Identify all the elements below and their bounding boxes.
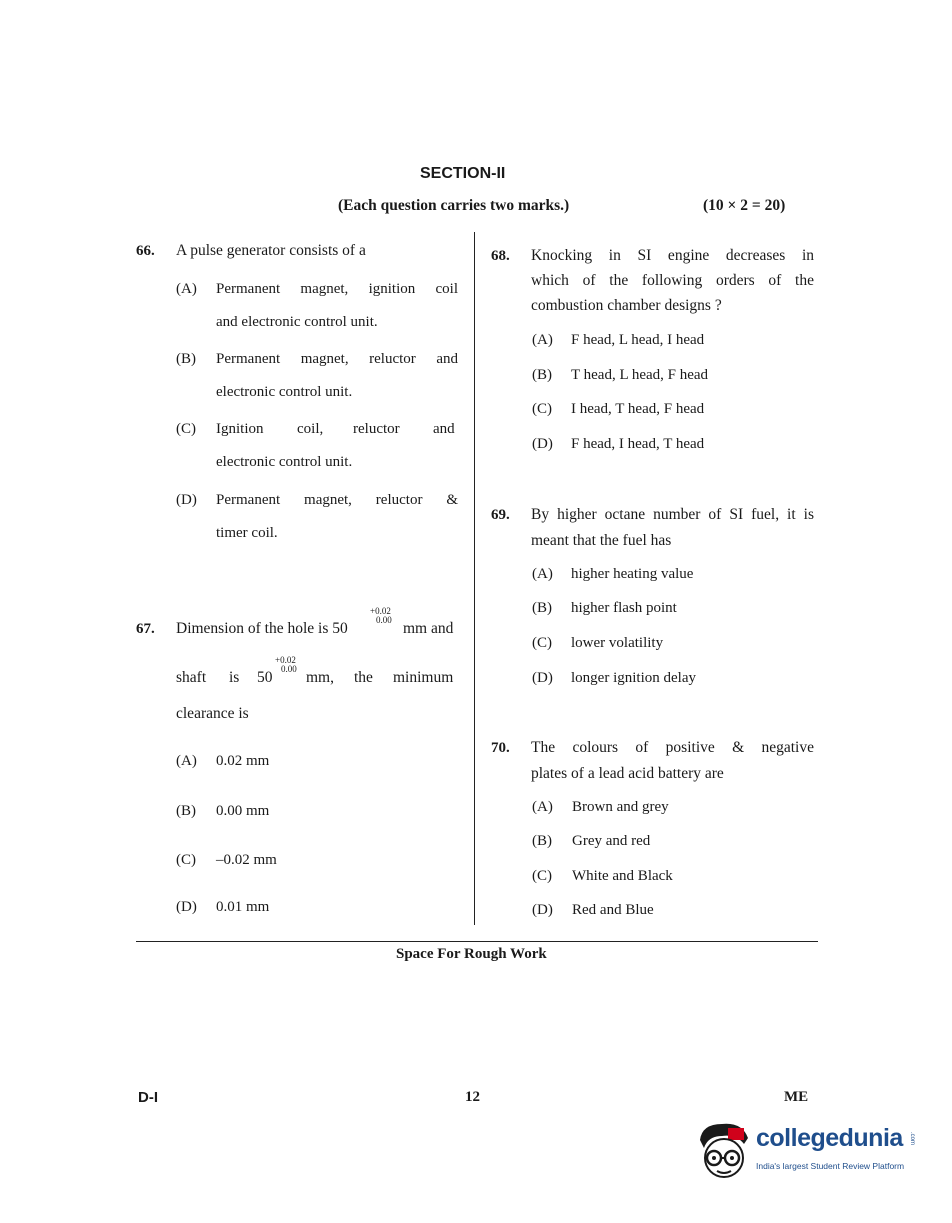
mascot-icon (692, 1118, 756, 1186)
option-text: Permanent magnet, reluctor & (216, 492, 458, 508)
question-number: 70. (491, 740, 510, 756)
section-title: SECTION-II (420, 165, 506, 182)
question-number: 66. (136, 243, 155, 259)
question-stem: meant that the fuel has (531, 532, 672, 549)
option-text: Ignition (216, 421, 264, 437)
option-text: Grey and red (572, 833, 651, 849)
brand-name: collegedunia (756, 1124, 903, 1152)
option-text: timer coil. (216, 525, 278, 541)
option-label: (A) (532, 799, 553, 815)
option-label: (A) (176, 753, 197, 769)
shaft-tolerance-upper: +0.02 (275, 655, 296, 665)
option-text: higher heating value (571, 566, 694, 582)
option-text: lower volatility (571, 635, 664, 651)
rough-work-label: Space For Rough Work (396, 946, 547, 962)
question-stem: which of the following orders of the (531, 272, 814, 289)
option-text: 0.01 mm (216, 899, 270, 915)
collegedunia-watermark (692, 1118, 922, 1188)
option-text: Red and Blue (572, 902, 654, 918)
rough-work-divider (136, 941, 818, 942)
section-marks: (10 × 2 = 20) (703, 197, 786, 214)
option-text: 0.00 mm (216, 803, 270, 819)
question-stem: plates of a lead acid battery are (531, 765, 724, 782)
option-text: electronic control unit. (216, 384, 353, 400)
paper-code-right: ME (784, 1089, 809, 1105)
paper-code-left: D-I (138, 1089, 158, 1106)
question-stem: By higher octane number of SI fuel, it is (531, 506, 814, 523)
option-text: and electronic control unit. (216, 314, 378, 330)
brand-suffix: .com (909, 1132, 915, 1146)
option-text: White and Black (572, 868, 673, 884)
option-text: and (433, 421, 455, 437)
option-label: (A) (532, 332, 553, 348)
option-text: F head, I head, T head (571, 436, 705, 452)
column-divider (474, 232, 475, 925)
option-text: Permanent magnet, ignition coil (216, 281, 458, 297)
section-instruction: (Each question carries two marks.) (338, 197, 570, 214)
shaft-tolerance-lower: 0.00 (281, 664, 297, 674)
brand-tagline: India's largest Student Review Platform (756, 1161, 905, 1171)
question-number: 69. (491, 507, 510, 523)
option-label: (D) (532, 436, 553, 452)
option-label: (C) (176, 421, 196, 437)
option-text: 0.02 mm (216, 753, 270, 769)
option-text: Brown and grey (572, 799, 669, 815)
option-label: (B) (532, 833, 552, 849)
option-label: (D) (532, 670, 553, 686)
question-stem: clearance is (176, 705, 249, 722)
option-text: F head, L head, I head (571, 332, 705, 348)
hole-tolerance-upper: +0.02 (370, 606, 391, 616)
option-text: longer ignition delay (571, 670, 696, 686)
option-text: I head, T head, F head (571, 401, 705, 417)
question-stem: minimum (393, 669, 454, 686)
option-text: Permanent magnet, reluctor and (216, 351, 458, 367)
option-label: (B) (176, 803, 196, 819)
option-label: (D) (532, 902, 553, 918)
question-stem: Knocking in SI engine decreases in (531, 247, 814, 264)
option-label: (A) (176, 281, 197, 297)
option-label: (B) (532, 367, 552, 383)
hole-tolerance-lower: 0.00 (376, 615, 392, 625)
question-stem: is (229, 669, 240, 686)
option-label: (C) (532, 401, 552, 417)
option-text: –0.02 mm (216, 852, 277, 868)
option-text: higher flash point (571, 600, 677, 616)
option-label: (C) (176, 852, 196, 868)
option-label: (C) (532, 635, 552, 651)
option-label: (B) (532, 600, 552, 616)
page-number: 12 (465, 1089, 480, 1105)
option-label: (D) (176, 492, 197, 508)
shaft-dimension: 50 (257, 669, 273, 686)
option-text: reluctor (353, 421, 400, 437)
question-number: 67. (136, 621, 155, 637)
option-text: coil, (297, 421, 324, 437)
question-stem: shaft (176, 669, 207, 686)
option-text: electronic control unit. (216, 454, 353, 470)
question-stem: The colours of positive & negative (531, 739, 814, 756)
option-label: (D) (176, 899, 197, 915)
option-label: (C) (532, 868, 552, 884)
option-label: (B) (176, 351, 196, 367)
question-stem: mm and (403, 620, 454, 637)
question-number: 68. (491, 248, 510, 264)
question-stem: combustion chamber designs ? (531, 297, 722, 314)
option-label: (A) (532, 566, 553, 582)
option-text: T head, L head, F head (571, 367, 709, 383)
question-stem: the (354, 669, 373, 686)
question-stem: Dimension of the hole is 50 (176, 620, 348, 637)
question-stem: mm, (306, 669, 334, 686)
question-stem: A pulse generator consists of a (176, 242, 366, 259)
